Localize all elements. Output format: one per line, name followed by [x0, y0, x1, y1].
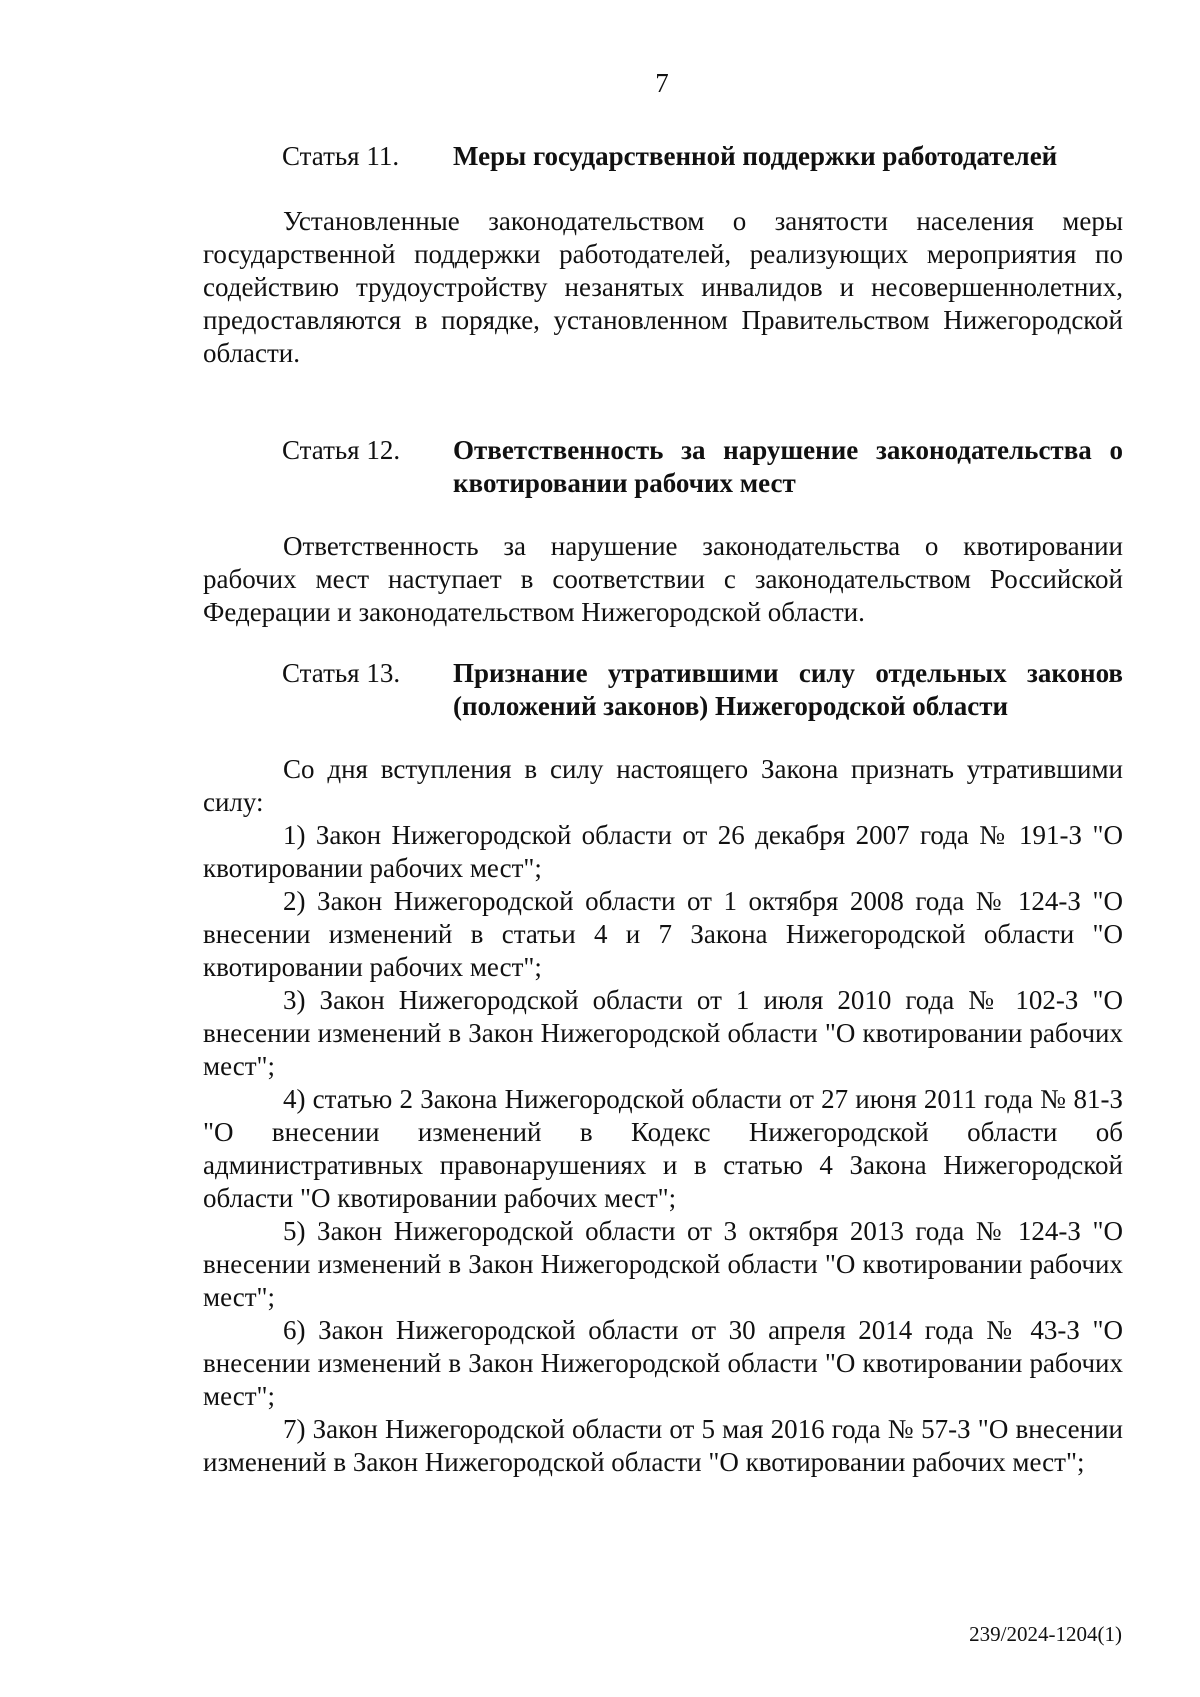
article-13-intro: Со дня вступления в силу настоящего Закона признать утратившими силу:: [203, 754, 1123, 817]
list-item: 4) статью 2 Закона Нижегородской области от 27 июня 2011 года № 81-З "О внесении изменений в Кодекс Нижегородской области об административных правонарушениях и в статью 4 Закона Нижегородской области "О квотировании рабочих мест";: [203, 1084, 1123, 1213]
article-12-label: Статья 12.: [282, 435, 401, 465]
page-number: 7: [655, 68, 669, 98]
list-item: 3) Закон Нижегородской области от 1 июля 2010 года № 102-З "О внесении изменений в Закон Нижегородской области "О квотировании рабочих мест";: [203, 985, 1123, 1081]
article-11-paragraph: Установленные законодательством о занятости населения меры государственной поддержки работодателей, реализующих мероприятия по содействию трудоустройству незанятых инвалидов и несовершеннолетних, предоставляются в порядке, установленном Правительством Нижегородской области.: [203, 206, 1123, 368]
article-11-label: Статья 11.: [282, 141, 400, 171]
article-13-header: [203, 657, 1123, 723]
article-12-paragraph: Ответственность за нарушение законодательства о квотировании рабочих мест наступает в соответствии с законодательством Российской Федерации и законодательством Нижегородской области.: [203, 531, 1123, 627]
list-item: 6) Закон Нижегородской области от 30 апреля 2014 года № 43-З "О внесении изменений в Закон Нижегородской области "О квотировании рабочих мест";: [203, 1315, 1123, 1411]
article-12-header: [203, 434, 1123, 500]
article-12-title: Ответственность за нарушение законодательства о квотировании рабочих мест: [453, 435, 1123, 498]
document-registration-code: 239/2024-1204(1): [969, 1622, 1122, 1646]
article-11-title: Меры государственной поддержки работодателей: [453, 141, 1058, 171]
list-item: 7) Закон Нижегородской области от 5 мая 2016 года № 57-З "О внесении изменений в Закон Нижегородской области "О квотировании рабочих мест";: [203, 1414, 1123, 1477]
list-item: 5) Закон Нижегородской области от 3 октября 2013 года № 124-З "О внесении изменений в Закон Нижегородской области "О квотировании рабочих мест";: [203, 1216, 1123, 1312]
article-11-header: [203, 140, 1123, 173]
document-body: [203, 140, 1123, 1479]
article-13-label: Статья 13.: [282, 658, 401, 688]
list-item: 2) Закон Нижегородской области от 1 октября 2008 года № 124-З "О внесении изменений в статьи 4 и 7 Закона Нижегородской области "О квотировании рабочих мест";: [203, 886, 1123, 982]
list-item: 1) Закон Нижегородской области от 26 декабря 2007 года № 191-З "О квотировании рабочих мест";: [203, 820, 1123, 883]
article-13-title: Признание утратившими силу отдельных законов (положений законов) Нижегородской области: [453, 658, 1123, 721]
